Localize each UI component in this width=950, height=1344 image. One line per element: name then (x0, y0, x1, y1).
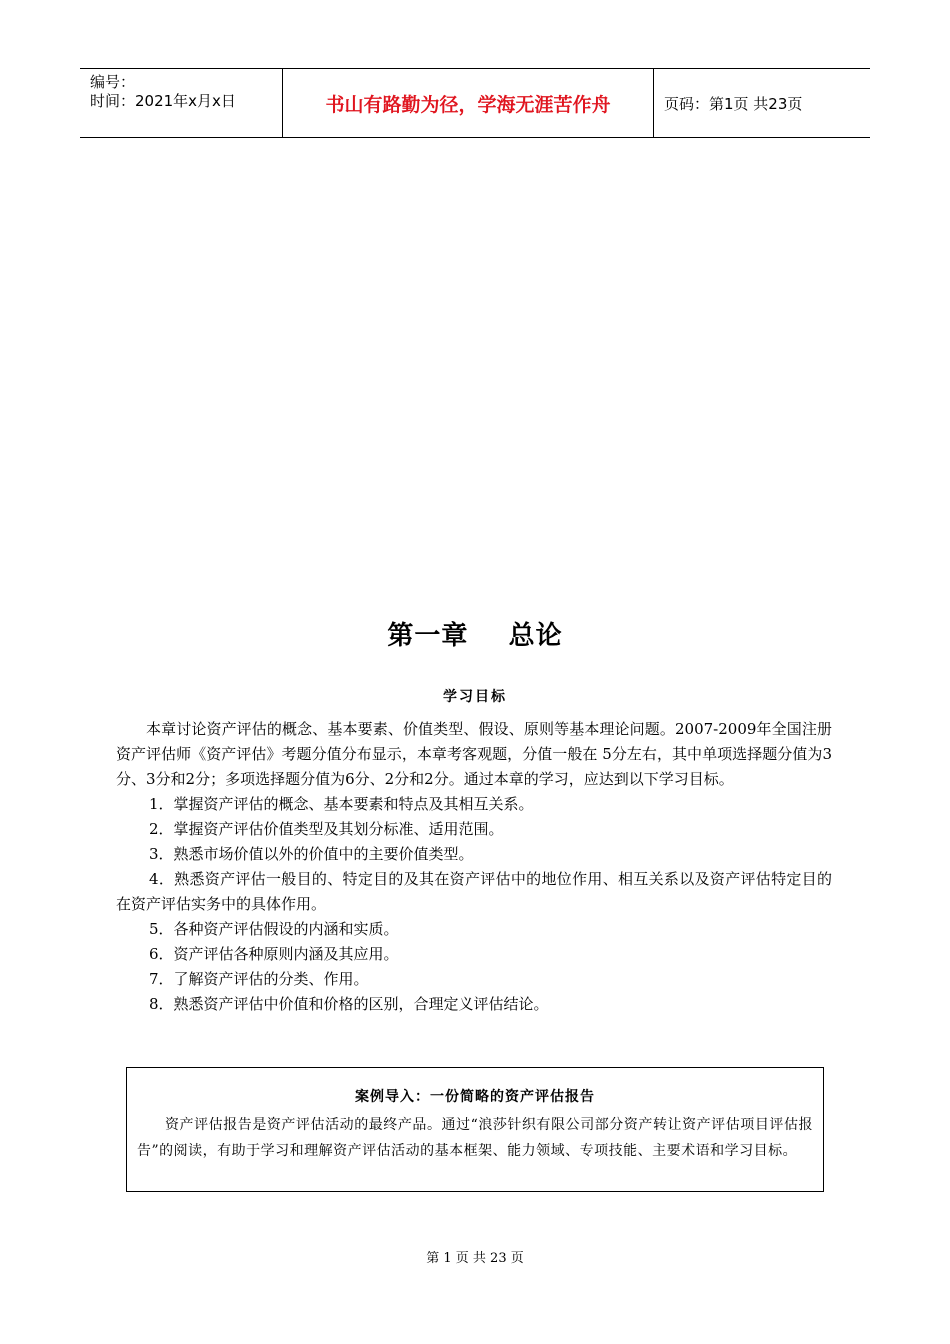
header-motto: 书山有路勤为径，学海无涯苦作舟 (282, 69, 654, 137)
page-header (80, 68, 870, 138)
intro-paragraph: 本章讨论资产评估的概念、基本要素、价值类型、假设、原则等基本理论问题。2007-2009年全国注册资产评估师《资产评估》考题分值分布显示，本章考客观题，分值一般在 5分左右，其中单项选择题分值为3分、3分和2分；多项选择题分值为6分、2分和2分。通过本章的学习，应达到以下学习目标。 (116, 720, 832, 788)
goal-item: 6．资产评估各种原则内涵及其应用。 (149, 945, 399, 963)
goal-item: 8．熟悉资产评估中价值和价格的区别，合理定义评估结论。 (149, 995, 549, 1013)
case-text: 资产评估报告是资产评估活动的最终产品。通过“浪莎针织有限公司部分资产转让资产评估项目评估报告”的阅读，有助于学习和理解资产评估活动的基本框架、能力领域、专项技能、主要术语和学习目标。 (137, 1117, 813, 1159)
case-title: 案例导入：一份简略的资产评估报告 (355, 1089, 595, 1105)
header-page-info: 页码：第1页 共23页 (664, 94, 803, 113)
goal-item: 7．了解资产评估的分类、作用。 (149, 970, 369, 988)
page-footer: 第 1 页 共 23 页 (426, 1251, 524, 1266)
body-text (116, 717, 832, 1017)
case-intro-box (126, 1067, 824, 1192)
header-meta (80, 69, 282, 137)
goal-item: 5．各种资产评估假设的内涵和实质。 (149, 920, 399, 938)
document-date-label: 时间：2021年x月x日 (90, 92, 236, 110)
section-title: 学习目标 (443, 689, 507, 705)
goal-item: 2．掌握资产评估价值类型及其划分标准、适用范围。 (149, 820, 504, 838)
goal-item: 1．掌握资产评估的概念、基本要素和特点及其相互关系。 (149, 795, 534, 813)
document-number-label: 编号： (90, 73, 136, 91)
goal-item: 3．熟悉市场价值以外的价值中的主要价值类型。 (149, 845, 474, 863)
chapter-title: 第一章 总论 (387, 621, 563, 651)
goal-item: 4．熟悉资产评估一般目的、特定目的及其在资产评估中的地位作用、相互关系以及资产评估特定目的在资产评估实务中的具体作用。 (116, 870, 832, 913)
